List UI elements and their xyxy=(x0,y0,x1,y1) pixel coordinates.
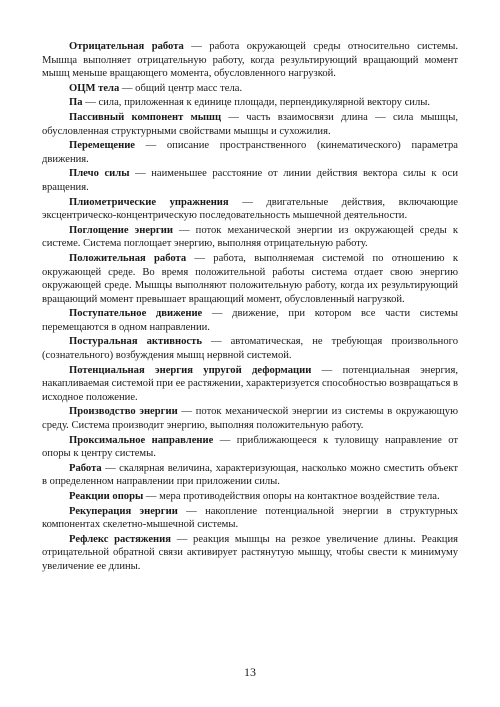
separator: — xyxy=(143,491,160,502)
glossary-entry-passivnyy-komponent xyxy=(42,111,458,138)
glossary-entry-rekuperatsiya-energii xyxy=(42,505,458,532)
definition: общий центр масс тела. xyxy=(135,82,243,94)
glossary-entry-proksimalnoe-napravlenie xyxy=(42,434,458,461)
term: Рефлекс растяжения xyxy=(69,533,171,545)
glossary-entry-pa xyxy=(42,96,458,110)
glossary-entry-plecho-sily xyxy=(42,167,458,194)
term: Поступательное движение xyxy=(69,308,203,320)
term: Проксимальное направление xyxy=(69,434,214,446)
glossary-entry-rabota xyxy=(42,462,458,489)
term: Па xyxy=(69,97,83,109)
glossary-entry-posturalnaya-aktivnost xyxy=(42,335,458,362)
glossary-entry-proizvodstvo-energii xyxy=(42,405,458,432)
glossary-entry-polozhitelnaya-rabota xyxy=(42,252,458,306)
definition: наименьшее расстояние от линии действия вектора силы к оси вращения. xyxy=(42,168,459,193)
separator: — xyxy=(228,196,267,208)
term: Перемещение xyxy=(69,140,136,152)
glossary-entry-postupatelnoe-dvizhenie xyxy=(42,307,458,334)
term: ОЦМ тела xyxy=(69,82,120,94)
separator: — xyxy=(82,97,99,109)
glossary-entry-reaktsii-opory xyxy=(42,490,458,504)
definition: двигательные действия, включающие эксцентрическо-концентрическую последовательность мышечной деятельности. xyxy=(42,196,458,222)
term: Плиометрические упражнения xyxy=(69,196,229,208)
separator: — xyxy=(201,336,231,348)
glossary-entry-otritsatelnaya-rabota xyxy=(42,40,458,81)
definition: реакция мышцы на резкое увеличение длины. Реакция отрицательной обратной связи активирует растянутую мышцу, чтобы свести к минимуму увеличение ее длины. xyxy=(42,533,459,572)
definition: описание пространственного (кинематического) параметра движения. xyxy=(42,140,458,165)
term: Пассивный компонент мышц xyxy=(69,111,222,123)
separator: — xyxy=(135,140,167,152)
definition: автоматическая, не требующая произвольного (сознательного) возбуждения мышц нервной системой. xyxy=(42,336,459,362)
glossary xyxy=(42,40,458,574)
term: Реакции опоры xyxy=(69,491,144,502)
definition: приближающееся к туловищу направление от опоры к центру системы. xyxy=(42,434,458,460)
separator: — xyxy=(172,224,196,236)
definition: поток механической энергии из окружающей среды к системе. Система поглощает энергию, выполняя отрицательную работу. xyxy=(42,224,458,250)
term: Постуральная активность xyxy=(69,336,202,348)
definition: часть взаимосвязи длина — сила мышцы, обусловленная структурными свойствами мышцы и сухожилия. xyxy=(42,111,458,137)
definition: работа окружающей среды относительно системы. Мышца выполняет отрицательную работу, когда результирующий вращающий момент мышц меньше вращающего момента, обусловленного нагрузкой. xyxy=(42,41,458,80)
separator: — xyxy=(311,364,343,376)
term: Работа xyxy=(69,462,102,474)
definition: работа, выполняемая системой по отношению к окружающей среде. Во время положительной работы система отдает свою энергию окружающей среде. Мышцы выполняют положительную работу, когда их результирующий вращающий момент превышает вращающий момент, обусловленный нагрузкой. xyxy=(42,252,459,305)
separator: — xyxy=(177,505,206,517)
term: Положительная работа xyxy=(69,252,187,264)
definition: мера противодействия опоры на контактное воздействие тела. xyxy=(159,491,440,502)
separator: — xyxy=(177,406,196,418)
separator: — xyxy=(171,533,194,545)
separator: — xyxy=(101,462,120,474)
separator: — xyxy=(221,111,247,123)
separator: — xyxy=(119,82,136,94)
term: Рекуперация энергии xyxy=(69,505,178,517)
glossary-entry-refleks-rastyazheniya xyxy=(42,533,458,574)
separator: — xyxy=(129,168,152,180)
definition: потенциальная энергия, накапливаемая системой при ее растяжении, характеризуется способностью возвращаться в исходное положение. xyxy=(42,364,458,403)
separator: — xyxy=(202,308,233,320)
page-number: 13 xyxy=(244,665,256,679)
glossary-entry-peremeshchenie xyxy=(42,139,458,166)
glossary-entry-pliometricheskie xyxy=(42,196,458,223)
separator: — xyxy=(183,41,210,52)
glossary-entry-pogloshchenie-energii xyxy=(42,224,458,251)
glossary-entry-potentsialnaya-energiya xyxy=(42,364,458,405)
separator: — xyxy=(213,434,237,446)
glossary-entry-otsm-tela xyxy=(42,82,458,96)
term: Отрицательная работа xyxy=(69,41,184,52)
definition: накопление потенциальной энергии в структурных компонентах скелетно-мышечной системы. xyxy=(42,505,458,531)
term: Плечо силы xyxy=(69,168,130,180)
definition: движение, при котором все части системы перемещаются в одном направлении. xyxy=(42,308,458,333)
definition: поток механической энергии из системы в окружающую среду. Система производит энергию, выполняя положительную работу. xyxy=(42,406,458,432)
term: Поглощение энергии xyxy=(69,224,173,236)
definition: скалярная величина, характеризующая, насколько можно сместить объект в определенном направлении при приложении силы. xyxy=(42,462,459,488)
separator: — xyxy=(186,252,214,264)
definition: сила, приложенная к единице площади, перпендикулярной вектору силы. xyxy=(98,97,431,109)
term: Производство энергии xyxy=(69,406,178,418)
term: Потенциальная энергия упругой деформации xyxy=(69,364,312,376)
